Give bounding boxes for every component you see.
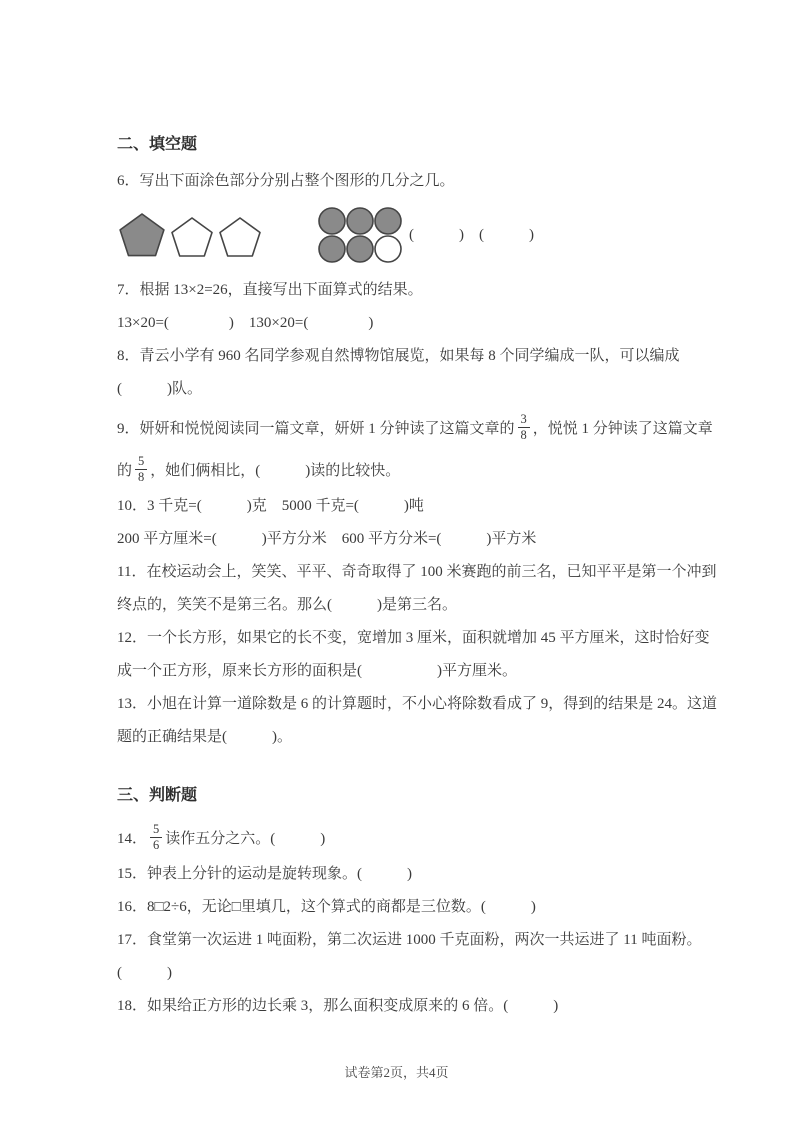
section-title-judgment: 三、判断题 — [117, 787, 198, 804]
fraction-three-eighths — [518, 412, 530, 442]
circle-unshaded — [375, 236, 401, 262]
question-9-text-pre: 9．妍妍和悦悦阅读同一篇文章，妍妍 1 分钟读了这篇文章的 — [117, 420, 515, 437]
question-10-line-2: 200 平方厘米=( )平方分米 600 平方分米=( )平方米 — [117, 531, 537, 547]
question-14-text: 读作五分之六。( ) — [165, 830, 326, 847]
fraction-denominator: 6 — [153, 837, 160, 852]
circle-shaded — [319, 208, 345, 234]
question-14-line — [117, 816, 683, 858]
section-title-fill-blanks: 二、填空题 — [117, 136, 198, 153]
question-7-line-1: 7．根据 13×2=26，直接写出下面算式的结果。 — [117, 282, 423, 298]
question-10-line-1: 10．3 千克=( )克 5000 千克=( )吨 — [117, 498, 424, 514]
fraction-denominator: 8 — [520, 427, 527, 442]
fraction-five-eighths — [135, 454, 147, 484]
question-11-line-2: 终点的，笑笑不是第三名。那么( )是第三名。 — [117, 597, 457, 613]
fraction-numerator: 5 — [150, 822, 162, 837]
circle-shaded — [347, 236, 373, 262]
worksheet-content — [117, 133, 718, 1023]
question-6-text: 6．写出下面涂色部分分别占整个图形的几分之几。 — [117, 173, 455, 189]
question-17-line-1: 17．食堂第一次运进 1 吨面粉，第二次运进 1000 千克面粉，两次一共运进了 11 吨面粉。 — [117, 932, 702, 948]
question-6-blanks: ( ) ( ) — [409, 226, 534, 243]
circle-grid — [317, 205, 405, 265]
fraction-five-sixths — [150, 822, 162, 852]
question-13-line-2: 题的正确结果是( )。 — [117, 729, 292, 745]
question-6-figure — [117, 202, 683, 268]
fraction-numerator: 5 — [135, 454, 147, 469]
question-9-text-post: ，悦悦 1 分钟读了这篇文章 — [532, 420, 713, 437]
circle-shaded — [347, 208, 373, 234]
question-7-line-2: 13×20=( ) 130×20=( ) — [117, 315, 374, 331]
circle-group — [317, 205, 405, 265]
fraction-numerator: 3 — [518, 412, 530, 427]
question-13-line-1: 13．小旭在计算一道除数是 6 的计算题时，不小心将除数看成了 9，得到的结果是 24。这道 — [117, 696, 718, 712]
question-9-line-1 — [117, 406, 713, 448]
pentagon-group — [117, 212, 265, 258]
pentagon-shaded — [117, 212, 167, 258]
circle-shaded — [319, 236, 345, 262]
question-12-line-2: 成一个正方形，原来长方形的面积是( )平方厘米。 — [117, 663, 517, 679]
pentagon-unshaded — [217, 216, 263, 258]
pentagon-unshaded — [169, 216, 215, 258]
question-9-text2-pre: 的 — [117, 462, 133, 479]
question-9-line-2 — [117, 448, 683, 490]
question-15-text: 15．钟表上分针的运动是旋转现象。( ) — [117, 866, 412, 882]
question-16-text: 16．8□2÷6，无论□里填几，这个算式的商都是三位数。( ) — [117, 899, 536, 915]
question-8-line-2: ( )队。 — [117, 381, 202, 397]
question-18-text: 18．如果给正方形的边长乘 3，那么面积变成原来的 6 倍。( ) — [117, 998, 559, 1014]
question-9-text2-post: ，她们俩相比，( )读的比较快。 — [150, 462, 401, 479]
question-12-line-1: 12．一个长方形，如果它的长不变，宽增加 3 厘米，面积就增加 45 平方厘米，这时恰好变 — [117, 630, 710, 646]
question-17-line-2: ( ) — [117, 965, 172, 981]
fraction-denominator: 8 — [138, 469, 145, 484]
question-11-line-1: 11．在校运动会上，笑笑、平平、奇奇取得了 100 米赛跑的前三名，已知平平是第一个冲到 — [117, 564, 717, 580]
question-8-line-1: 8．青云小学有 960 名同学参观自然博物馆展览，如果每 8 个同学编成一队，可以编成 — [117, 348, 680, 364]
question-14-number: 14． — [117, 830, 148, 847]
page-footer: 试卷第2页，共4页 — [344, 1065, 449, 1080]
circle-shaded — [375, 208, 401, 234]
